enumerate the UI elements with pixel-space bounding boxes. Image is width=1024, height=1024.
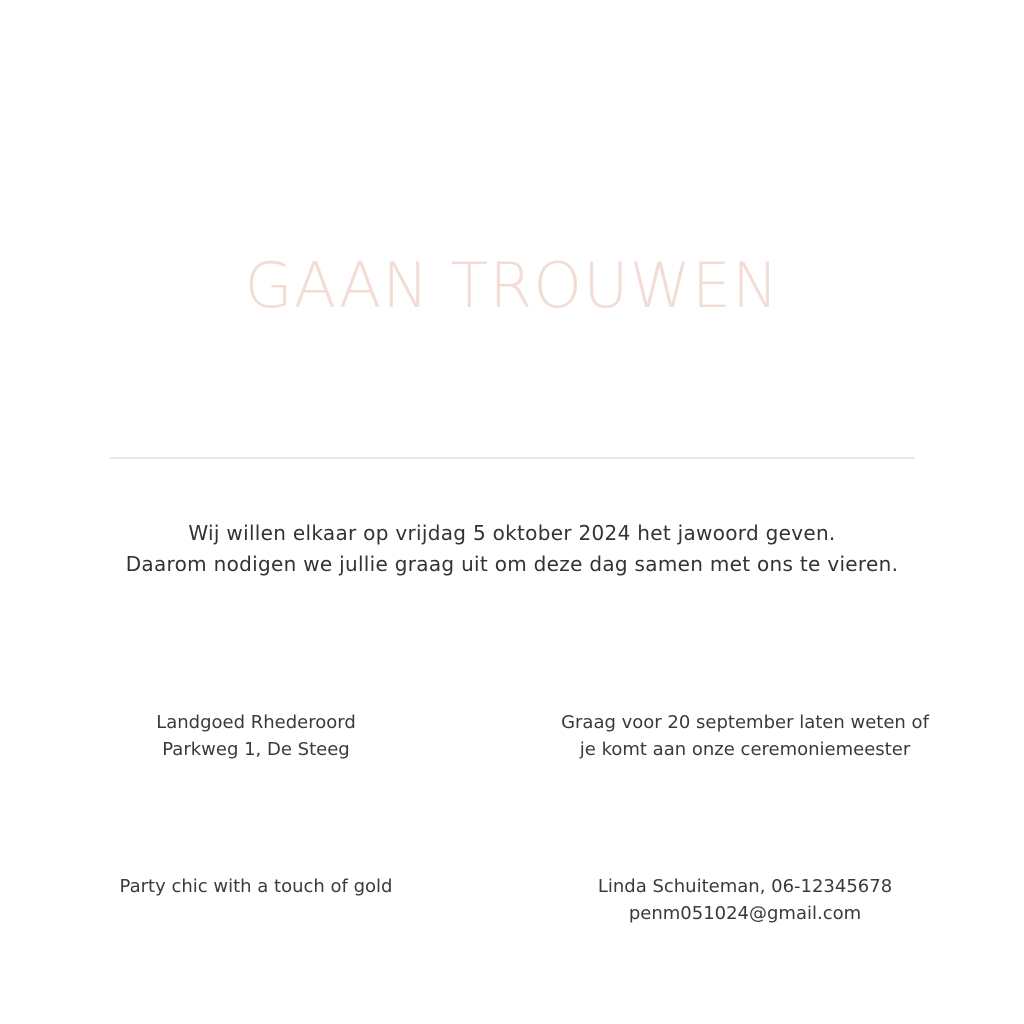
venue-block — [56, 709, 456, 763]
intro-line-1: Wij willen elkaar op vrijdag 5 oktober 2024 het jawoord geven. — [188, 521, 836, 545]
rsvp-block — [545, 709, 945, 763]
invitation-title: GAAN TROUWEN — [244, 249, 780, 322]
contact-block — [545, 873, 945, 927]
venue-address: Parkweg 1, De Steeg — [162, 739, 350, 760]
contact-email: penm051024@gmail.com — [628, 903, 862, 924]
rsvp-line-2: je komt aan onze ceremoniemeester — [579, 739, 911, 760]
intro-line-2: Daarom nodigen we jullie graag uit om deze dag samen met ons te vieren. — [125, 552, 899, 576]
rsvp-line-1: Graag voor 20 september laten weten of — [561, 712, 929, 733]
divider-line — [110, 457, 915, 459]
contact-name-phone: Linda Schuiteman, 06-12345678 — [597, 876, 893, 897]
dresscode-text: Party chic with a touch of gold — [119, 876, 393, 897]
dresscode-block — [56, 873, 456, 900]
intro-text — [0, 518, 1024, 580]
venue-name: Landgoed Rhederoord — [156, 712, 356, 733]
